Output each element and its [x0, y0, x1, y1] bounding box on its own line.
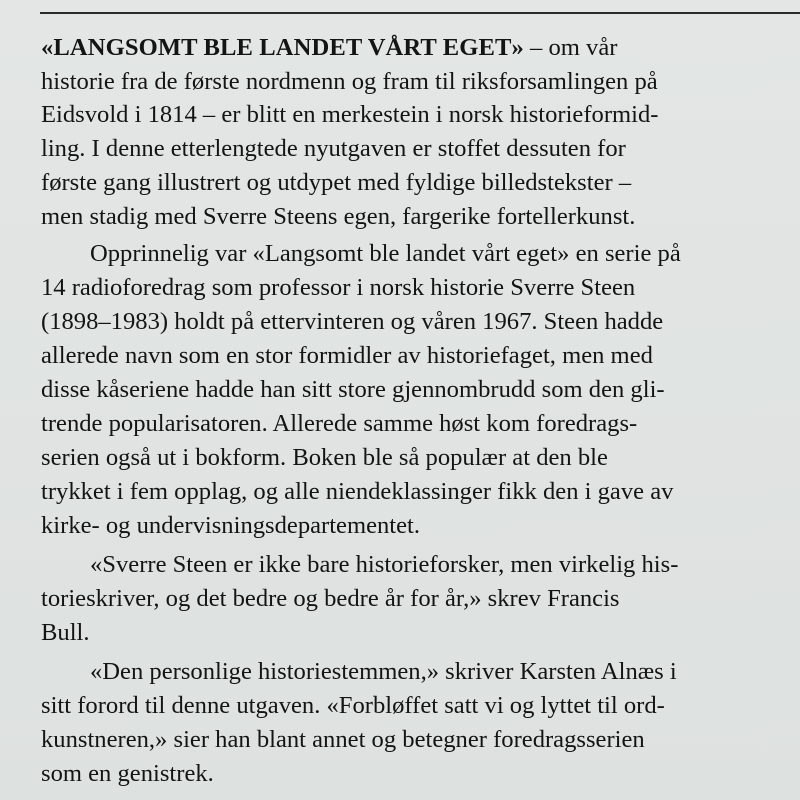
paragraph-2-line-4: allerede navn som en stor formidler av historiefaget, men med — [41, 342, 653, 369]
paragraph-4-line-3: kunstneren,» sier han blant annet og betegner foredragsserien — [41, 726, 645, 753]
paragraph-1-line-3: Eidsvold i 1814 – er blitt en merkestein i norsk historieformid- — [41, 101, 659, 128]
paragraph-2-line-9: kirke- og undervisningsdepartementet. — [41, 512, 421, 539]
paragraph-2-line-7: serien også ut i bokform. Boken ble så populær at den ble — [41, 444, 608, 471]
paragraph-1-line-2: historie fra de første nordmenn og fram til riksforsamlingen på — [41, 68, 658, 95]
paragraph-2-line-5: disse kåseriene hadde han sitt store gjennombrudd som den gli- — [41, 376, 665, 403]
paragraph-2-line-6: trende popularisatoren. Allerede samme høst kom foredrags- — [41, 410, 638, 437]
paragraph-2-line-2: 14 radioforedrag som professor i norsk historie Sverre Steen — [41, 274, 636, 301]
paragraph-2-line-8: trykket i fem opplag, og alle niendeklassinger fikk den i gave av — [41, 478, 674, 505]
paragraph-4-line-1: «Den personlige historiestemmen,» skriver Karsten Alnæs i — [90, 658, 677, 685]
paragraph-3-line-3: Bull. — [41, 619, 90, 646]
paragraph-4-line-2: sitt forord til denne utgaven. «Forbløffet satt vi og lyttet til ord- — [41, 692, 665, 719]
paragraph-1-line-1 — [41, 36, 617, 61]
paragraph-1-line-6: men stadig med Sverre Steens egen, fargerike fortellerkunst. — [41, 203, 636, 230]
paragraph-1-line-4: ling. I denne etterlengtede nyutgaven er stoffet dessuten for — [41, 135, 626, 162]
paragraph-3-line-1: «Sverre Steen er ikke bare historieforsker, men virkelig his- — [90, 551, 679, 578]
paragraph-4-line-4: som en genistrek. — [41, 760, 214, 787]
paragraph-2-line-3: (1898–1983) holdt på ettervinteren og våren 1967. Steen hadde — [41, 308, 664, 335]
book-title-lead: «LANGSOMT BLE LANDET VÅRT EGET» — [41, 34, 524, 61]
paragraph-1-line-5: første gang illustrert og utdypet med fyldige billedstekster – — [41, 169, 632, 196]
paragraph-3-line-2: torieskriver, og det bedre og bedre år for år,» skrev Francis — [41, 585, 620, 612]
paragraph-2-line-1: Opprinnelig var «Langsomt ble landet vårt eget» en serie på — [90, 240, 681, 267]
paragraph-1-line-1-rest: – om vår — [523, 34, 618, 61]
